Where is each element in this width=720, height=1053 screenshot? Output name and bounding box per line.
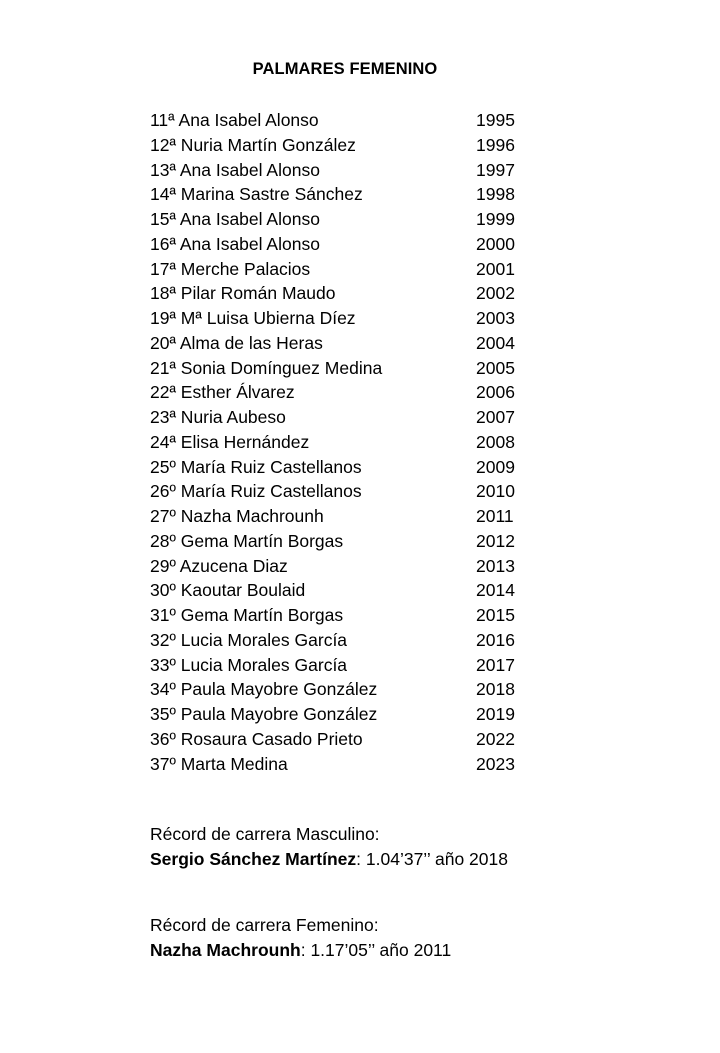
palmares-year: 2005: [476, 357, 515, 378]
record-femenino: [150, 913, 451, 963]
palmares-winner: 32º Lucia Morales García: [150, 629, 348, 650]
palmares-row: [150, 653, 530, 678]
palmares-winner: 33º Lucia Morales García: [150, 654, 348, 675]
palmares-row: [150, 430, 530, 455]
palmares-winner: 34º Paula Mayobre González: [150, 679, 378, 700]
record-femenino-holder: Nazha Machrounh: [150, 940, 301, 960]
palmares-winner: 36º Rosaura Casado Prieto: [150, 728, 363, 749]
palmares-year: 2018: [476, 679, 515, 700]
palmares-row: [150, 455, 530, 480]
palmares-row: [150, 677, 530, 702]
palmares-row: [150, 628, 530, 653]
palmares-winner: 30º Kaoutar Boulaid: [150, 580, 306, 601]
palmares-winner: 22ª Esther Álvarez: [150, 382, 295, 403]
palmares-winner: 17ª Merche Palacios: [150, 258, 311, 279]
palmares-year: 2014: [476, 580, 515, 601]
palmares-year: 2017: [476, 654, 515, 675]
palmares-year: 2011: [476, 506, 514, 526]
palmares-winner: 28º Gema Martín Borgas: [150, 530, 344, 551]
palmares-year: 2023: [476, 753, 515, 774]
palmares-row: [150, 554, 530, 579]
palmares-winner: 13ª Ana Isabel Alonso: [150, 159, 320, 180]
palmares-row: [150, 603, 530, 628]
palmares-row: [150, 281, 530, 306]
palmares-year: 2002: [476, 283, 515, 304]
palmares-row: [150, 331, 530, 356]
palmares-year: 2009: [476, 456, 515, 477]
palmares-row: [150, 727, 530, 752]
palmares-winner: 23ª Nuria Aubeso: [150, 407, 286, 427]
palmares-winner: 19ª Mª Luisa Ubierna Díez: [150, 308, 356, 328]
palmares-row: [150, 380, 530, 405]
record-masculino-holder: Sergio Sánchez Martínez: [150, 849, 357, 869]
palmares-winner: 31º Gema Martín Borgas: [150, 605, 344, 625]
palmares-winner: 35º Paula Mayobre González: [150, 704, 378, 724]
palmares-winner: 14ª Marina Sastre Sánchez: [150, 184, 363, 205]
palmares-year: 1995: [476, 110, 515, 130]
palmares-row: [150, 158, 530, 183]
palmares-list: [150, 108, 530, 776]
palmares-row: [150, 702, 530, 727]
palmares-row: [150, 182, 530, 207]
palmares-winner: 29º Azucena Diaz: [150, 555, 288, 576]
palmares-year: 2007: [476, 407, 515, 427]
palmares-year: 2012: [476, 530, 515, 551]
palmares-winner: 11ª Ana Isabel Alonso: [150, 110, 319, 130]
palmares-winner: 18ª Pilar Román Maudo: [150, 283, 336, 304]
palmares-winner: 37º Marta Medina: [150, 753, 288, 774]
palmares-row: [150, 133, 530, 158]
record-masculino-label: Récord de carrera Masculino:: [150, 824, 380, 844]
palmares-year: 2003: [476, 308, 515, 328]
palmares-winner: 16ª Ana Isabel Alonso: [150, 233, 320, 254]
palmares-year: 1999: [476, 209, 515, 229]
palmares-year: 1996: [476, 134, 515, 155]
record-masculino-detail: : 1.04’37’’ año 2018: [356, 849, 508, 869]
palmares-year: 2004: [476, 332, 515, 353]
record-femenino-detail: : 1.17’05’’ año 2011: [300, 940, 452, 960]
palmares-year: 2016: [476, 629, 515, 650]
palmares-row: [150, 257, 530, 282]
palmares-row: [150, 578, 530, 603]
palmares-winner: 20ª Alma de las Heras: [150, 332, 323, 353]
palmares-row: [150, 306, 530, 331]
palmares-row: [150, 356, 530, 381]
palmares-year: 2000: [476, 233, 515, 254]
palmares-row: [150, 232, 530, 257]
palmares-year: 1997: [476, 159, 515, 180]
palmares-row: [150, 207, 530, 232]
palmares-row: [150, 405, 530, 430]
palmares-year: 2006: [476, 382, 515, 403]
palmares-row: [150, 108, 530, 133]
palmares-winner: 25º María Ruiz Castellanos: [150, 456, 362, 477]
record-masculino: [150, 822, 508, 872]
palmares-winner: 26º María Ruiz Castellanos: [150, 481, 362, 502]
palmares-row: [150, 529, 530, 554]
palmares-year: 2022: [476, 728, 515, 749]
palmares-year: 2015: [476, 605, 515, 625]
palmares-row: [150, 479, 530, 504]
record-femenino-label: Récord de carrera Femenino:: [150, 915, 379, 935]
palmares-row: [150, 504, 530, 529]
palmares-winner: 21ª Sonia Domínguez Medina: [150, 357, 383, 378]
palmares-year: 2019: [476, 704, 515, 724]
palmares-year: 2013: [476, 555, 515, 576]
palmares-row: [150, 752, 530, 777]
palmares-year: 2010: [476, 481, 515, 502]
palmares-winner: 15ª Ana Isabel Alonso: [150, 209, 320, 229]
palmares-winner: 24ª Elisa Hernández: [150, 431, 310, 452]
palmares-winner: 27º Nazha Machrounh: [150, 506, 324, 526]
palmares-winner: 12ª Nuria Martín González: [150, 134, 356, 155]
palmares-year: 2008: [476, 431, 515, 452]
palmares-year: 1998: [476, 184, 515, 205]
page-title: PALMARES FEMENINO: [252, 60, 438, 78]
palmares-year: 2001: [476, 258, 515, 279]
